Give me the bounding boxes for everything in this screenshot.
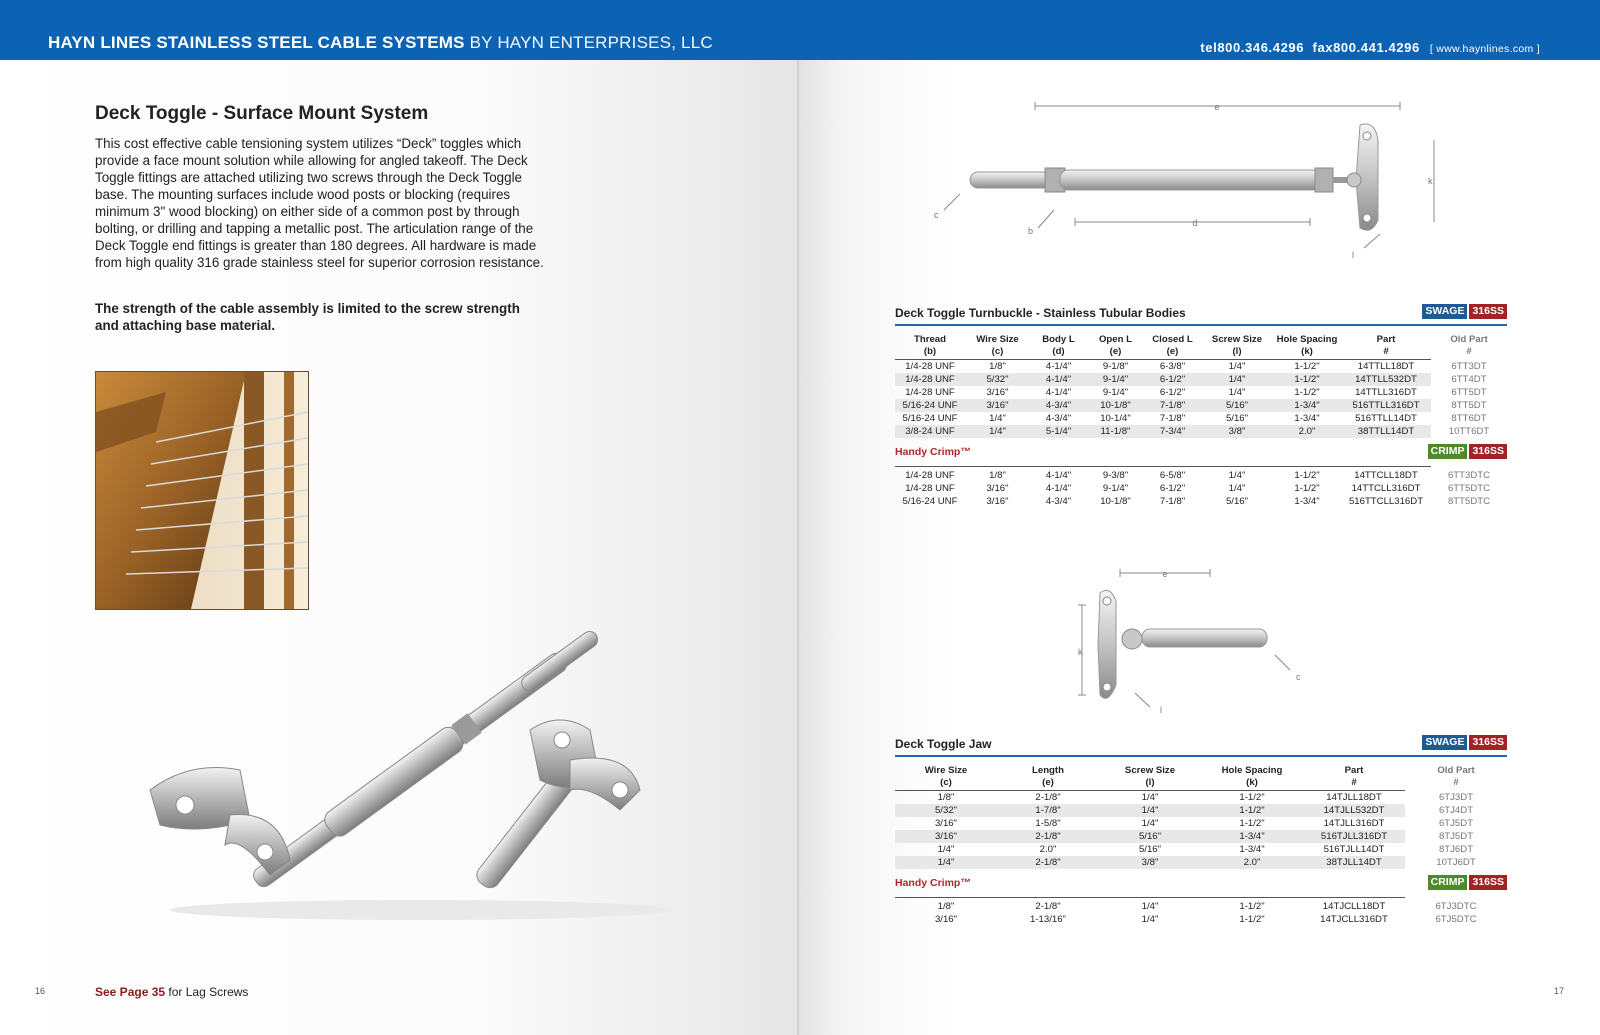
table-cell: 1-3/4" [1201,830,1303,843]
table-cell: 1/4" [965,425,1030,438]
table-rule [895,466,1431,467]
table-cell: 1/4-28 UNF [905,387,955,398]
swage-badge: SWAGE [1422,304,1467,319]
part-number-cell: 14TJLL532DT [1303,804,1405,817]
column-header-name: Screw Size [1124,765,1176,776]
table-cell: 1-5/8" [1035,818,1061,829]
table-cell: 1/8" [989,470,1006,481]
old-part-cell: 10TT6DT [1448,426,1490,437]
part-number-cell: 38TTLL14DT [1341,425,1431,438]
table-cell: 3/8" [1099,856,1201,869]
column-header [1201,334,1273,358]
table-cell: 2.0" [1039,844,1057,855]
website-link[interactable]: [ www.haynlines.com ] [1429,43,1540,55]
brand-name: HAYN LINES STAINLESS STEEL CABLE SYSTEMS [48,33,465,52]
table-cell: 6-1/2" [1159,483,1186,494]
table-cell: 9-1/4" [1087,373,1144,386]
dim-label-b: b [1028,226,1034,236]
column-header-name: Old Part [1437,765,1475,776]
table-cell: 4-1/4" [1045,361,1072,372]
catalog-header [0,0,1600,60]
table-cell: 1/4" [1228,387,1246,398]
table-rule [895,755,1507,757]
part-number-cell: 516TJLL14DT [1323,844,1385,855]
part-number-cell: 14TJCLL316DT [1320,914,1388,925]
jaw-crimp-body [895,900,1507,926]
table-row [895,791,1507,805]
table-row [895,399,1507,412]
table-cell: 1-7/8" [997,804,1099,817]
railing-photo [95,371,309,610]
intro-paragraph: This cost effective cable tensioning system utilizes “Deck” toggles which provide a face mount solution while allowing for angled takeoff. The Deck Toggle fittings are attached utilizing two screws through the Deck Toggle base. The mounting surfaces include wood posts or blocking (requires minimum 3" wood blocking) on either side of a common post by through bolting, or drilling and tapping a metallic post. The articulation range of the Deck Toggle end fittings is greater than 180 degrees. All hardware is made from high quality 316 grade stainless steel for superior corrosion resistance. [95,136,544,270]
table-cell: 1/4" [1228,483,1246,494]
table-cell: 1/4" [937,844,955,855]
table-cell: 1/8" [989,361,1006,372]
table-cell: 7-1/8" [1159,413,1186,424]
turnbuckle-table-header [895,334,1507,360]
part-number-cell: 516TTLL316DT [1341,399,1431,412]
old-part-cell: 8TT5DTC [1447,496,1491,507]
column-header [895,334,965,358]
column-header-sub: (d) [1052,346,1065,357]
table-cell: 3/16" [986,496,1009,507]
table-cell: 5/16" [1225,413,1249,424]
column-header [965,334,1030,358]
column-header-sub: (b) [923,346,937,357]
table-cell: 6-5/8" [1159,470,1186,481]
jaw-badges [1422,735,1507,750]
table-row [895,373,1507,386]
table-cell: 1/4-28 UNF [905,361,955,372]
table-cell: 1-3/4" [1273,399,1341,412]
old-part-cell: 8TT6DT [1451,413,1487,424]
table-cell: 2.0" [1201,856,1303,869]
part-number-cell: 38TJLL14DT [1303,856,1405,869]
turnbuckle-crimp-title: Handy Crimp™ [895,446,971,458]
table-cell: 3/16" [934,914,958,925]
table-cell: 5/16-24 UNF [902,496,958,507]
jaw-dim-label-k: k [1078,647,1083,657]
column-header-name: Screw Size [1211,334,1263,345]
dim-label-l: l [1352,250,1354,260]
table-cell: 1-1/2" [1294,361,1320,372]
table-cell: 1-1/2" [1294,470,1320,481]
table-cell: 1/4" [895,856,997,869]
old-part-cell: 6TT4DT [1451,374,1487,385]
316ss-badge: 316SS [1469,875,1507,890]
table-cell: 5/16-24 UNF [902,413,958,424]
part-number-cell: 14TJLL316DT [1323,818,1385,829]
header-row [895,334,1507,358]
railing-illustration [96,372,308,609]
table-row [895,830,1507,843]
old-part-cell: 10TJ6DT [1436,857,1476,868]
table-cell: 3/16" [986,387,1009,398]
column-header [1303,765,1405,789]
old-part-cell: 8TT5DT [1451,400,1487,411]
turnbuckle-crimp-badges [1428,444,1507,459]
jaw-table [895,765,1507,869]
table-cell: 10-1/4" [1100,413,1131,424]
table-cell: 1-3/4" [1294,496,1320,507]
table-cell: 1/4" [1141,901,1159,912]
old-part-cell: 6TT5DT [1451,387,1487,398]
column-header [895,765,997,789]
toggle-jaw-diagram [1060,565,1320,715]
old-part-cell: 6TJ5DTC [1435,914,1477,925]
column-header-name: Wire Size [976,334,1019,345]
table-row [895,843,1507,856]
turnbuckle-crimp-body [895,469,1507,508]
table-rule [895,324,1507,326]
footer-text: for Lag Screws [165,985,249,999]
jaw-table-title: Deck Toggle Jaw [895,737,992,751]
table-cell: 6-1/2" [1159,387,1186,398]
column-header-sub: # [1351,777,1357,788]
table-row [895,804,1507,817]
jaw-crimp-badges [1428,875,1507,890]
table-cell: 1/4" [1099,804,1201,817]
column-header-sub: (e) [1109,346,1122,357]
column-header [1144,334,1201,358]
column-header-name: Wire Size [924,765,968,776]
table-cell: 4-1/4" [1030,373,1087,386]
page-number-right: 17 [1554,986,1565,996]
dim-label-k: k [1428,176,1433,186]
footer-cross-reference [95,985,248,999]
column-header-sub: (l) [1232,346,1242,357]
table-cell: 7-1/8" [1144,399,1201,412]
table-cell: 1/4" [989,413,1006,424]
table-cell: 9-1/4" [1102,387,1129,398]
turnbuckle-badges [1422,304,1507,319]
table-cell: 3/16" [895,830,997,843]
table-row [895,913,1507,926]
table-cell: 2-1/8" [1035,901,1061,912]
table-cell: 9-1/4" [1102,483,1129,494]
table-cell: 11-1/8" [1087,425,1144,438]
table-row [895,386,1507,399]
turnbuckle-diagram [920,100,1433,270]
table-cell: 1/8" [937,901,955,912]
turnbuckle-crimp-table [895,469,1507,508]
column-header [1087,334,1144,358]
column-header-name: Length [1032,765,1064,776]
strength-note: The strength of the cable assembly is limited to the screw strength and attaching base material. [95,301,520,333]
jaw-crimp-table [895,900,1507,926]
table-cell: 1-1/2" [1239,792,1265,803]
column-header-name: Hole Spacing [1221,765,1283,776]
column-header-sub: (l) [1145,777,1155,788]
table-cell: 1-1/2" [1294,387,1320,398]
column-header-sub: (k) [1301,346,1313,357]
column-header [1099,765,1201,789]
column-header [1273,334,1341,358]
header-title [48,33,713,53]
table-cell: 5/32" [895,804,997,817]
part-number-cell: 516TTCLL316DT [1348,496,1424,507]
table-cell: 1/4-28 UNF [905,483,955,494]
table-cell: 3/8" [1201,425,1273,438]
table-cell: 4-1/4" [1045,470,1072,481]
column-header-name: Open L [1098,334,1133,345]
table-cell: 1/4" [1141,792,1159,803]
column-header [1431,334,1507,358]
table-row [895,495,1507,508]
table-cell: 2-1/8" [997,856,1099,869]
jaw-crimp-title: Handy Crimp™ [895,877,971,889]
table-cell: 3/16" [934,818,958,829]
column-header [1405,765,1507,789]
dim-label-d: d [1192,218,1198,228]
table-cell: 1/8" [937,792,955,803]
table-cell: 5/16" [1201,399,1273,412]
column-header-sub: (c) [940,777,952,788]
page-title: Deck Toggle - Surface Mount System [95,103,429,124]
table-row [895,900,1507,913]
table-cell: 7-1/8" [1159,496,1186,507]
column-header-name: Body L [1042,334,1075,345]
column-header-sub: # [1466,346,1472,357]
table-cell: 9-3/8" [1102,470,1129,481]
table-cell: 1/4" [1228,361,1246,372]
table-cell: 5/16-24 UNF [895,399,965,412]
column-header-sub: (k) [1246,777,1258,788]
header-row [895,765,1507,789]
part-number-cell: 516TJLL316DT [1303,830,1405,843]
table-cell: 4-3/4" [1045,496,1072,507]
jaw-table-block [895,737,1507,926]
table-row [895,412,1507,425]
table-cell: 5-1/4" [1030,425,1087,438]
table-cell: 5/16" [1138,844,1162,855]
part-number-cell: 14TTCLL18DT [1354,470,1418,481]
turnbuckle-table-block [895,306,1507,508]
old-part-cell: 6TJ5DT [1438,818,1474,829]
phone-number: tel800.346.4296 [1200,40,1305,55]
table-cell: 4-3/4" [1045,413,1072,424]
table-cell: 4-1/4" [1045,483,1072,494]
column-header-sub: (e) [1166,346,1179,357]
table-cell: 4-1/4" [1045,387,1072,398]
swage-badge: SWAGE [1422,735,1467,750]
table-cell: 1/4-28 UNF [895,373,965,386]
part-number-cell: 516TTLL14DT [1355,413,1417,424]
column-header-name: Part [1376,334,1396,345]
part-number-cell: 14TTLL532DT [1341,373,1431,386]
jaw-table-header [895,765,1507,791]
fax-number: fax800.441.4296 [1312,40,1420,55]
old-part-cell: 8TJ5DT [1438,831,1474,842]
table-row [895,469,1507,482]
old-part-cell: 6TT3DTC [1447,470,1491,481]
table-cell: 1/4" [1228,470,1246,481]
table-cell: 1-3/4" [1239,844,1265,855]
turnbuckle-table [895,334,1507,438]
column-header-name: Hole Spacing [1276,334,1338,345]
table-cell: 1/4" [1201,373,1273,386]
316ss-badge: 316SS [1469,304,1507,319]
table-rule [895,897,1405,898]
old-part-cell: 6TJ3DT [1438,791,1474,803]
column-header-name: Part [1344,765,1364,776]
column-header [1030,334,1087,358]
table-cell: 1-1/2" [1201,804,1303,817]
table-cell: 6-1/2" [1144,373,1201,386]
page-number-left: 16 [35,986,46,996]
table-cell: 1-1/2" [1239,914,1265,925]
table-cell: 3/8-24 UNF [895,425,965,438]
316ss-badge: 316SS [1469,735,1507,750]
table-cell: 1-3/4" [1294,413,1320,424]
table-row [895,482,1507,495]
column-header-sub: # [1453,777,1459,788]
table-cell: 1/4-28 UNF [905,470,955,481]
table-row [895,425,1507,438]
table-cell: 5/32" [965,373,1030,386]
table-cell: 2-1/8" [1035,792,1061,803]
crimp-badge: CRIMP [1428,444,1468,459]
jaw-dim-label-c: c [1296,672,1301,682]
turnbuckle-product-photo [130,620,690,930]
table-cell: 3/16" [986,483,1009,494]
316ss-badge: 316SS [1469,444,1507,459]
table-cell: 3/16" [965,399,1030,412]
table-cell: 1/4" [1141,818,1159,829]
turnbuckle-table-title: Deck Toggle Turnbuckle - Stainless Tubular Bodies [895,306,1186,320]
table-row [895,360,1507,374]
old-part-cell: 6TJ4DT [1438,805,1474,816]
table-cell: 4-3/4" [1030,399,1087,412]
part-number-cell: 14TJLL18DT [1326,792,1382,803]
column-header-sub: (e) [1042,777,1054,788]
brand-byline: BY HAYN ENTERPRISES, LLC [469,33,713,52]
dim-label-c: c [934,210,939,220]
old-part-cell: 6TT3DT [1451,360,1487,372]
column-header [997,765,1099,789]
part-number-cell: 14TTLL18DT [1357,361,1415,372]
table-cell: 2-1/8" [997,830,1099,843]
jaw-table-body [895,791,1507,870]
table-cell: 10-1/8" [1087,399,1144,412]
jaw-dim-label-l: l [1160,705,1162,715]
table-cell: 1-1/2" [1239,901,1265,912]
table-cell: 5/16" [1099,830,1201,843]
old-part-cell: 6TJ3DTC [1435,901,1477,912]
table-cell: 1-1/2" [1294,483,1320,494]
table-cell: 6-3/8" [1159,361,1186,372]
table-cell: 1-13/16" [1030,914,1066,925]
header-contact [1200,40,1540,55]
table-cell: 7-3/4" [1144,425,1201,438]
table-row [895,856,1507,869]
table-cell: 5/16" [1225,496,1249,507]
dim-label-e: e [1214,102,1220,112]
page-spine [797,60,799,1035]
table-cell: 1/4" [1141,914,1159,925]
column-header-sub: # [1383,346,1389,357]
column-header-name: Thread [914,334,946,345]
column-header [1201,765,1303,789]
table-row [895,817,1507,830]
column-header [1341,334,1431,358]
turnbuckle-table-body [895,360,1507,439]
column-header-sub: (c) [991,346,1004,357]
part-number-cell: 14TJCLL18DT [1322,901,1386,912]
part-number-cell: 14TTCLL316DT [1351,483,1421,494]
table-cell: 10-1/8" [1100,496,1131,507]
table-cell: 2.0" [1273,425,1341,438]
crimp-badge: CRIMP [1428,875,1468,890]
part-number-cell: 14TTLL316DT [1355,387,1417,398]
table-cell: 1-1/2" [1273,373,1341,386]
jaw-dim-label-e: e [1162,569,1168,579]
table-cell: 1-1/2" [1239,818,1265,829]
old-part-cell: 8TJ6DT [1438,844,1474,855]
column-header-name: Closed L [1152,334,1193,345]
see-page-link[interactable]: See Page 35 [95,985,166,999]
table-cell: 9-1/8" [1102,361,1129,372]
column-header-name: Old Part [1450,334,1488,345]
old-part-cell: 6TT5DTC [1447,483,1491,494]
